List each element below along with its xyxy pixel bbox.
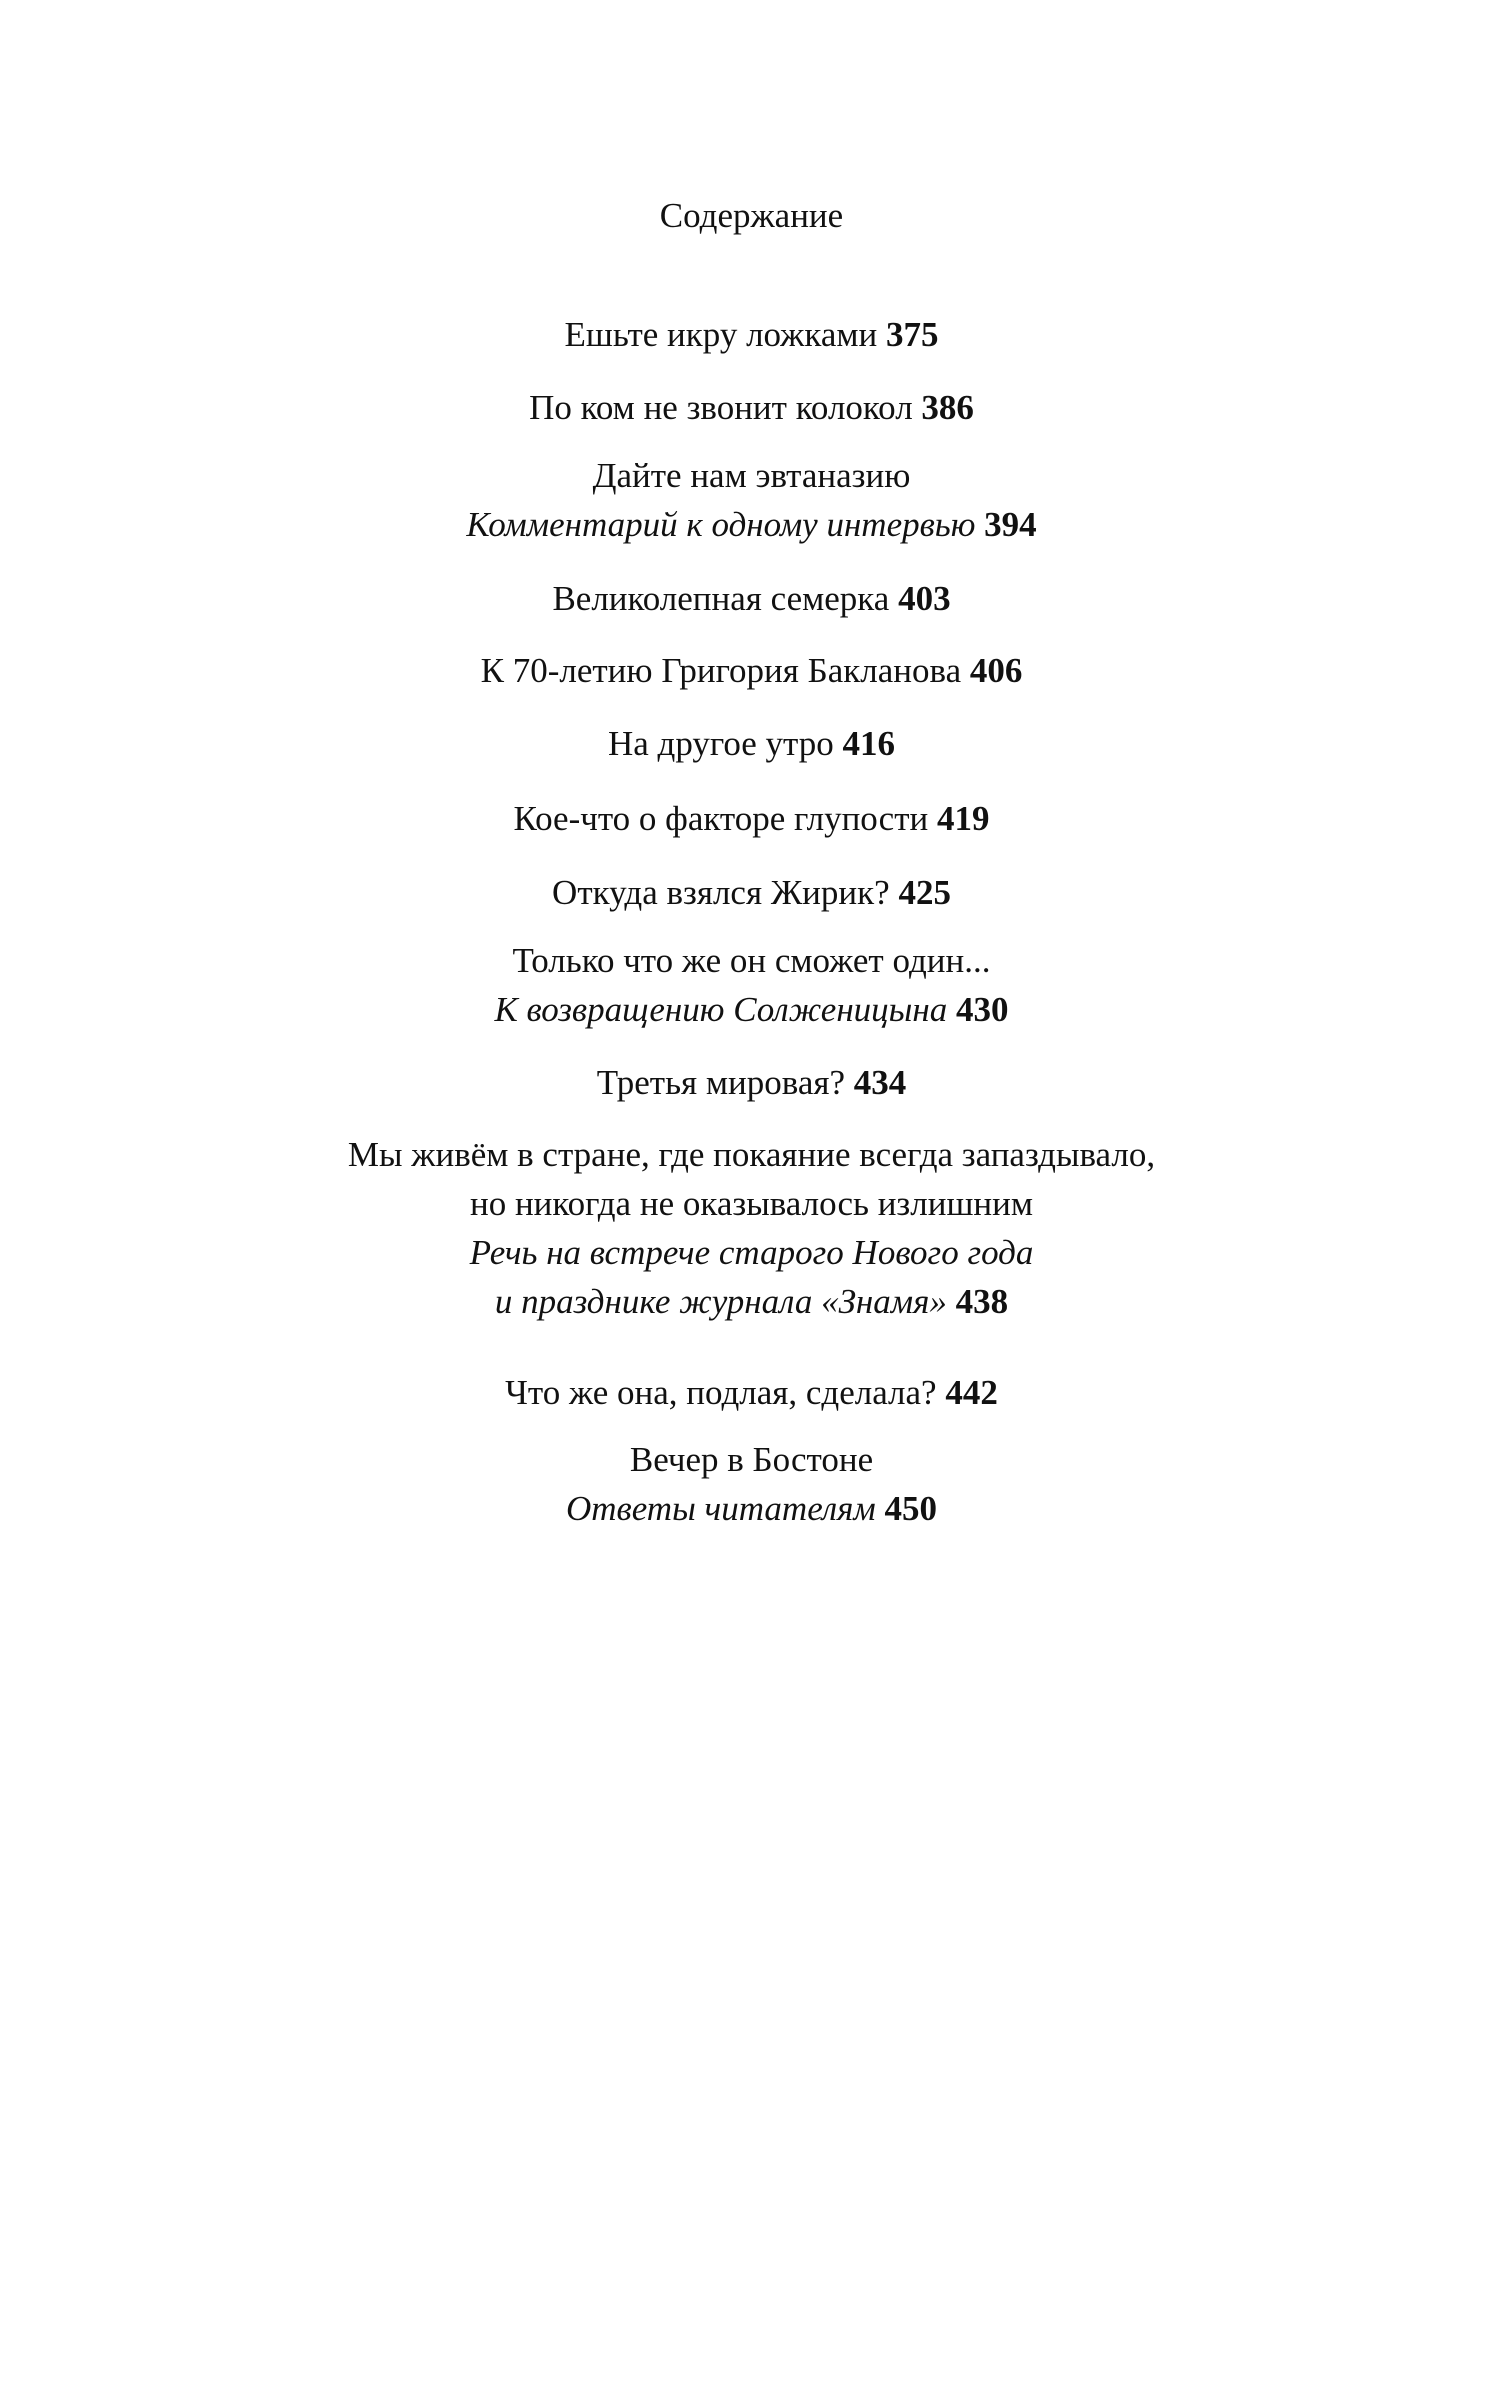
- toc-entry: [0, 1058, 1503, 1107]
- entry-title: Только что же он сможет один...: [512, 941, 991, 980]
- toc-entry: [0, 310, 1503, 359]
- toc-entry: [0, 574, 1503, 623]
- toc-entry: [0, 794, 1503, 843]
- page-number: 375: [885, 315, 939, 354]
- page-title: Содержание: [659, 196, 844, 235]
- toc-entry: [0, 1435, 1503, 1533]
- entry-subtitle-line: Речь на встрече старого Нового года: [469, 1233, 1034, 1272]
- page-number: 416: [842, 724, 896, 763]
- entry-title: Что же она, подлая, сделала?: [505, 1373, 937, 1412]
- entry-title: Великолепная семерка: [552, 579, 890, 618]
- toc-entry: [0, 719, 1503, 768]
- page-number: 425: [898, 873, 951, 912]
- entry-title: Ешьте икру ложками: [564, 315, 878, 354]
- entry-title: Вечер в Бостоне: [629, 1440, 874, 1479]
- toc-entry: [0, 383, 1503, 432]
- entry-title: К 70-летию Григория Бакланова: [480, 651, 962, 690]
- page-number: 450: [884, 1489, 937, 1528]
- page-number: 442: [945, 1373, 998, 1412]
- toc-entry: [0, 646, 1503, 695]
- toc-entry: [0, 1130, 1503, 1326]
- toc-entry: [0, 451, 1503, 549]
- entry-title-line: Мы живём в стране, где покаяние всегда запаздывало,: [347, 1135, 1156, 1174]
- page-number: 394: [984, 505, 1037, 544]
- entry-title: Откуда взялся Жирик?: [552, 873, 890, 912]
- entry-title: Кое-что о факторе глупости: [513, 799, 929, 838]
- entry-title: Третья мировая?: [596, 1063, 846, 1102]
- page-number: 434: [853, 1063, 907, 1102]
- page-number: 406: [969, 651, 1023, 690]
- entry-title: Дайте нам эвтаназию: [592, 456, 911, 495]
- entry-title-line: но никогда не оказывалось излишним: [469, 1184, 1034, 1223]
- entry-subtitle: Комментарий к одному интервью: [466, 505, 976, 544]
- entry-title: На другое утро: [607, 724, 834, 763]
- entry-title: По ком не звонит колокол: [529, 388, 913, 427]
- page-number: 386: [921, 388, 974, 427]
- entry-subtitle: Ответы читателям: [565, 1489, 876, 1528]
- page-number: 419: [937, 799, 990, 838]
- toc-entry: [0, 1368, 1503, 1417]
- toc-entry: [0, 936, 1503, 1034]
- page-number: 438: [955, 1282, 1009, 1321]
- page-number: 403: [898, 579, 951, 618]
- entry-subtitle-line: и празднике журнала «Знамя»: [494, 1282, 947, 1321]
- entry-subtitle: К возвращению Солженицына: [494, 990, 948, 1029]
- toc-entry: [0, 868, 1503, 917]
- page-number: 430: [956, 990, 1009, 1029]
